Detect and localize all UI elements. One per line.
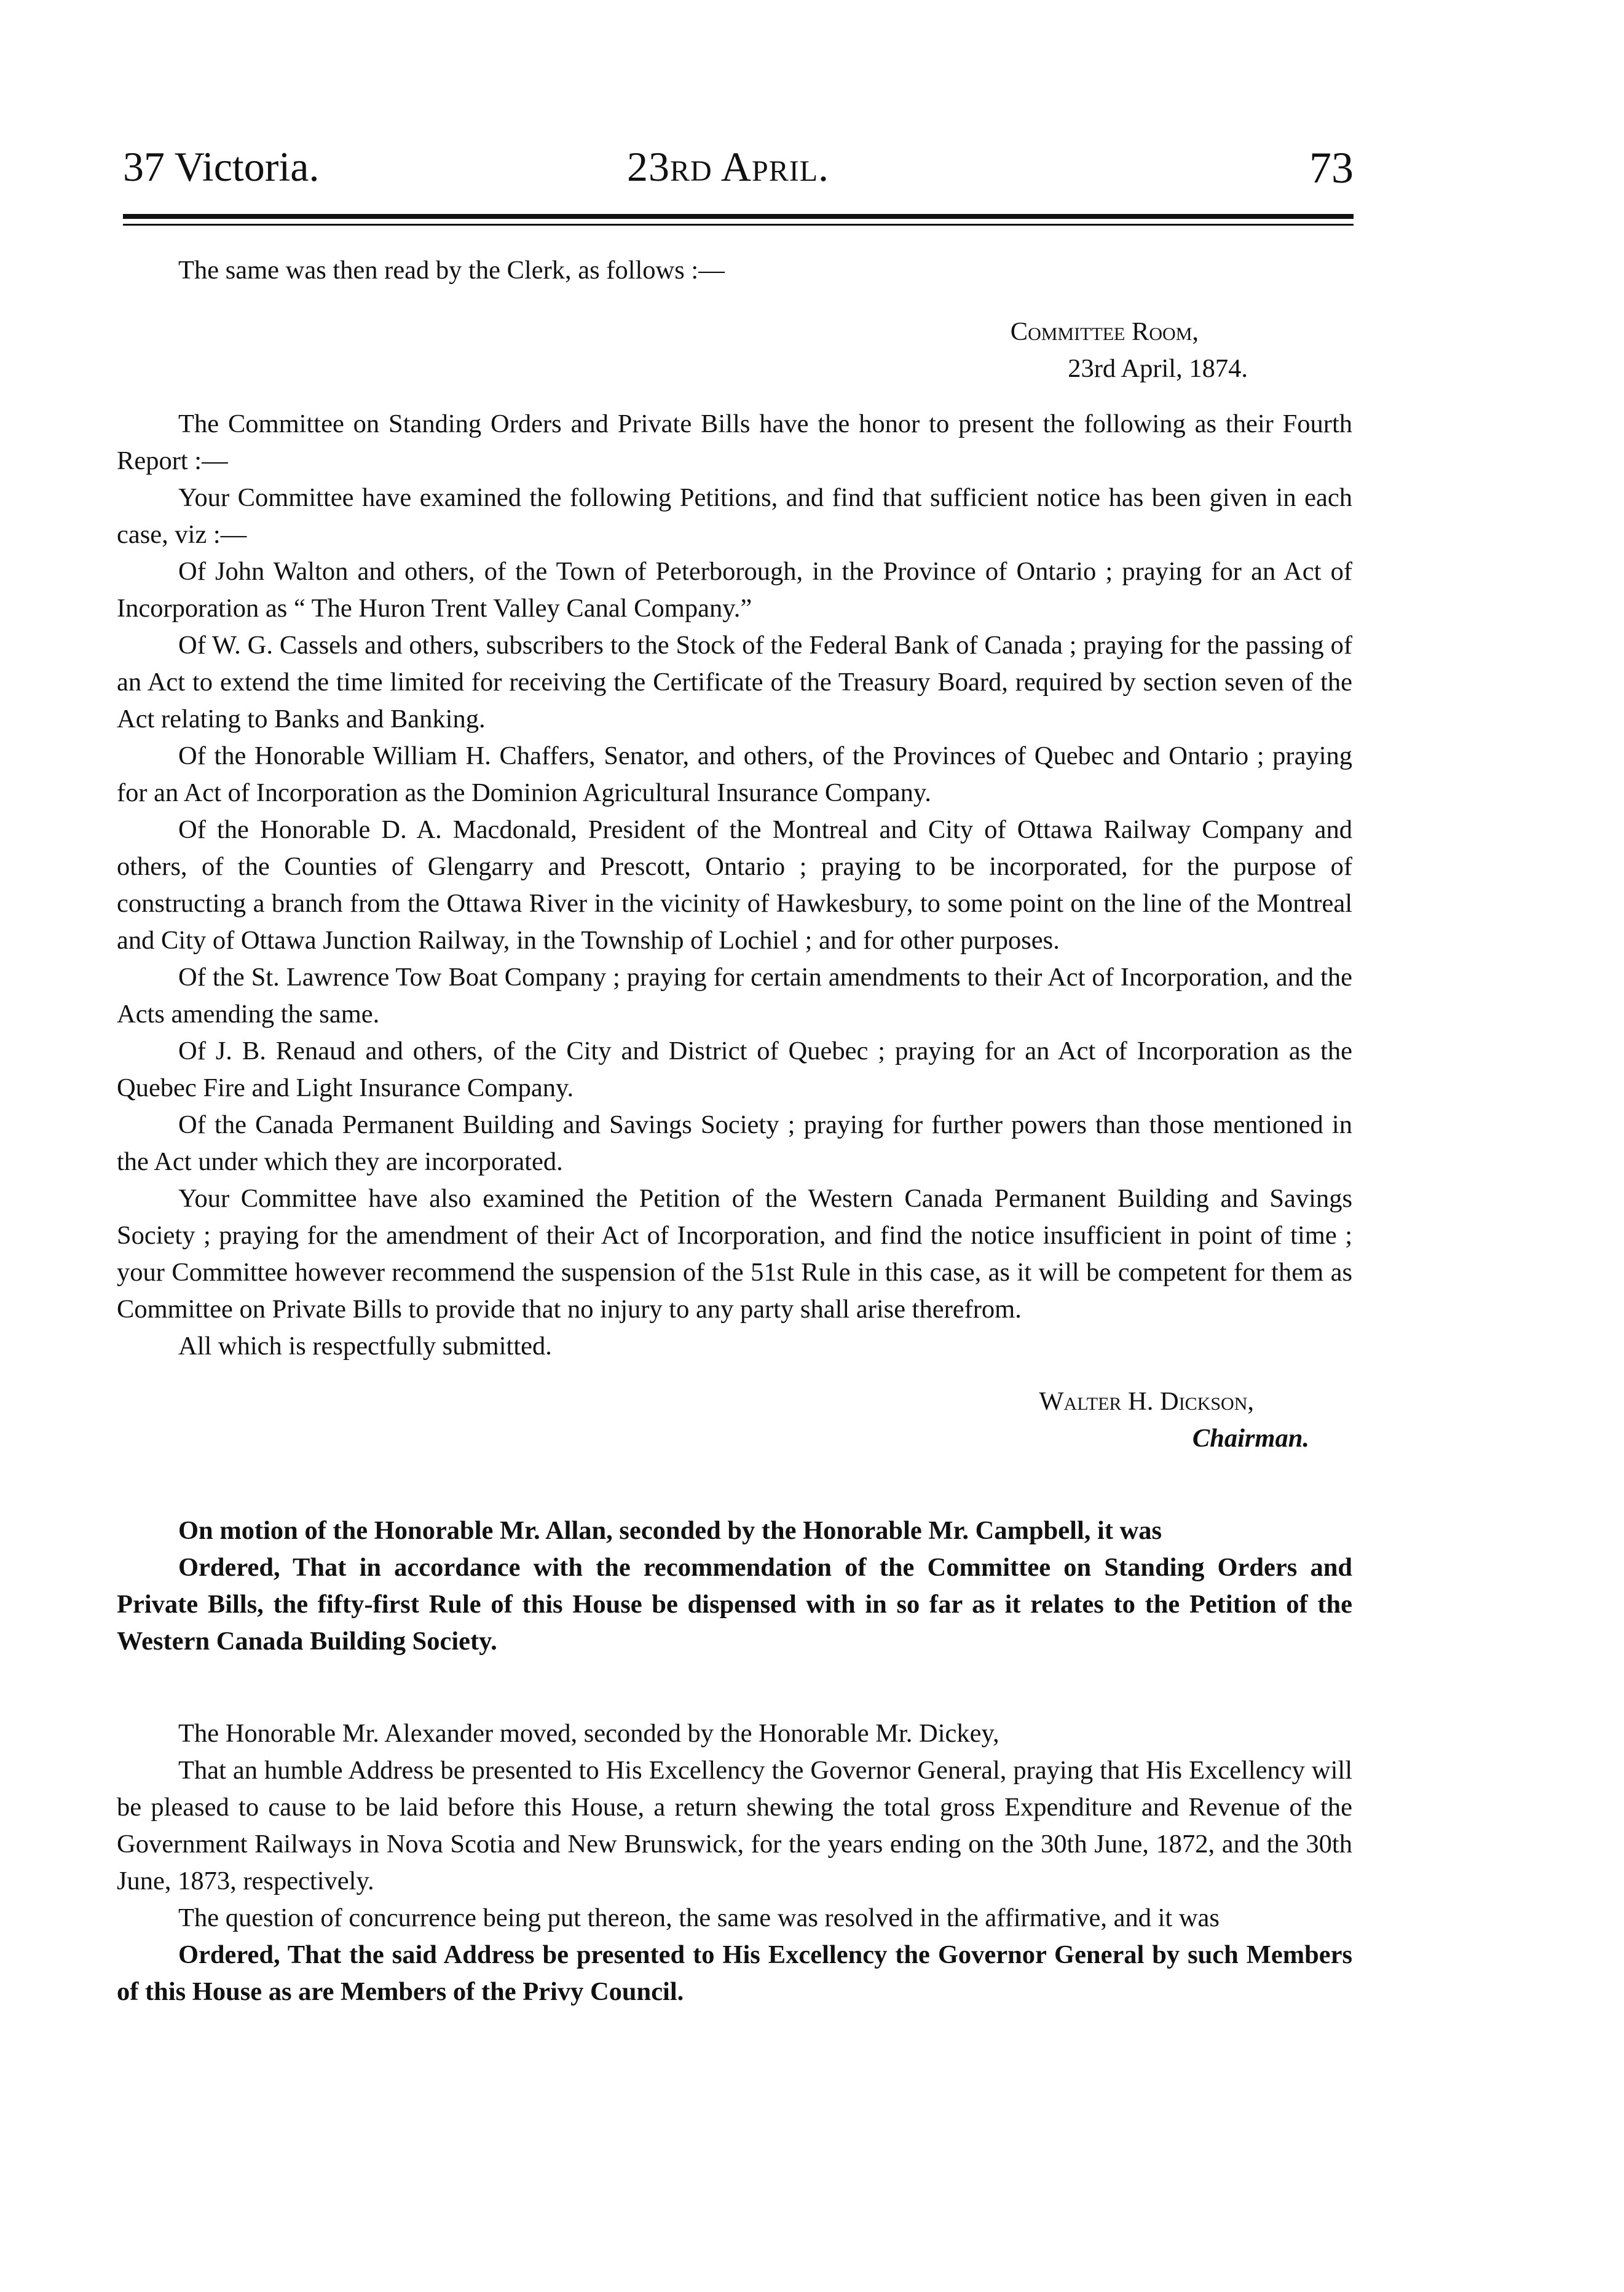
report-paragraph: Of the Canada Permanent Building and Savings Society ; praying for further powers than those mentioned in the Act under which they are incorporated.	[117, 1110, 1352, 1176]
motion-paragraph: Ordered, That the said Address be presented to His Excellency the Governor General by such Members of this House as are Members of the Privy Council.	[117, 1940, 1352, 2006]
page-body	[117, 252, 1352, 2010]
order-text: Ordered, That in accordance with the recommendation of the Committee on Standing Orders and Private Bills, the fifty-first Rule of this House be dispensed with in so far as it relates to the Petition of the Western Canada Building Society.	[117, 1553, 1352, 1656]
report-paragraph: Of the St. Lawrence Tow Boat Company ; praying for certain amendments to their Act of Incorporation, and the Acts amending the same.	[117, 963, 1352, 1029]
session-label: 37 Victoria.	[123, 143, 320, 190]
intro-line: The same was then read by the Clerk, as follows :—	[178, 256, 725, 285]
running-header	[123, 143, 1354, 198]
page-number: 73	[1309, 143, 1354, 192]
motion-paragraph: The Honorable Mr. Alexander moved, seconded by the Honorable Mr. Dickey,	[178, 1719, 999, 1748]
report-paragraph: The Committee on Standing Orders and Private Bills have the honor to present the following as their Fourth Report :—	[117, 409, 1352, 475]
report-paragraph: Of W. G. Cassels and others, subscribers to the Stock of the Federal Bank of Canada ; praying for the passing of an Act to extend the time limited for receiving the Certificate of the Treasury Board, required by section seven of the Act relating to Banks and Banking.	[117, 631, 1352, 733]
motion-paragraph: The question of concurrence being put thereon, the same was resolved in the affirmative, and it was	[178, 1903, 1220, 1932]
report-paragraph: Of the Honorable William H. Chaffers, Senator, and others, of the Provinces of Quebec and Ontario ; praying for an Act of Incorporation as the Dominion Agricultural Insurance Company.	[117, 741, 1352, 807]
motion-text: On motion of the Honorable Mr. Allan, seconded by the Honorable Mr. Campbell, it was	[178, 1516, 1162, 1545]
motion-paragraph: That an humble Address be presented to His Excellency the Governor General, praying that His Excellency will be pleased to cause to be laid before this House, a return shewing the total gross Expenditure and Revenue of the Government Railways in Nova Scotia and New Brunswick, for the years ending on the 30th June, 1872, and the 30th June, 1873, respectively.	[117, 1756, 1352, 1895]
report-place: Committee Room,	[1010, 317, 1199, 346]
header-rule-thick	[123, 214, 1354, 219]
report-date: 23rd April, 1874.	[1068, 354, 1248, 383]
header-date: 23rd April.	[627, 143, 830, 190]
report-paragraph: Of John Walton and others, of the Town of Peterborough, in the Province of Ontario ; praying for an Act of Incorporation as “ The Huron Trent Valley Canal Company.”	[117, 557, 1352, 623]
report-paragraph: Of the Honorable D. A. Macdonald, President of the Montreal and City of Ottawa Railway Company and others, of the Counties of Glengarry and Prescott, Ontario ; praying to be incorporated, for the purpose of constructing a branch from the Ottawa River in the vicinity of Hawkesbury, to some point on the line of the Montreal and City of Ottawa Junction Railway, in the Township of Lochiel ; and for other purposes.	[117, 815, 1352, 955]
report-paragraph: Of J. B. Renaud and others, of the City and District of Quebec ; praying for an Act of Incorporation as the Quebec Fire and Light Insurance Company.	[117, 1037, 1352, 1102]
signatory-title: Chairman.	[1192, 1424, 1309, 1453]
signatory-name: Walter H. Dickson,	[1039, 1387, 1254, 1416]
report-paragraph: Your Committee have examined the following Petitions, and find that sufficient notice has been given in each case, viz :—	[117, 483, 1352, 549]
report-paragraph: All which is respectfully submitted.	[178, 1332, 552, 1361]
report-paragraph: Your Committee have also examined the Petition of the Western Canada Permanent Building and Savings Society ; praying for the amendment of their Act of Incorporation, and find the notice insufficient in point of time ; your Committee however recommend the suspension of the 51st Rule in this case, as it will be competent for them as Committee on Private Bills to provide that no injury to any party shall arise therefrom.	[117, 1184, 1352, 1324]
header-rule-thin	[123, 224, 1354, 226]
